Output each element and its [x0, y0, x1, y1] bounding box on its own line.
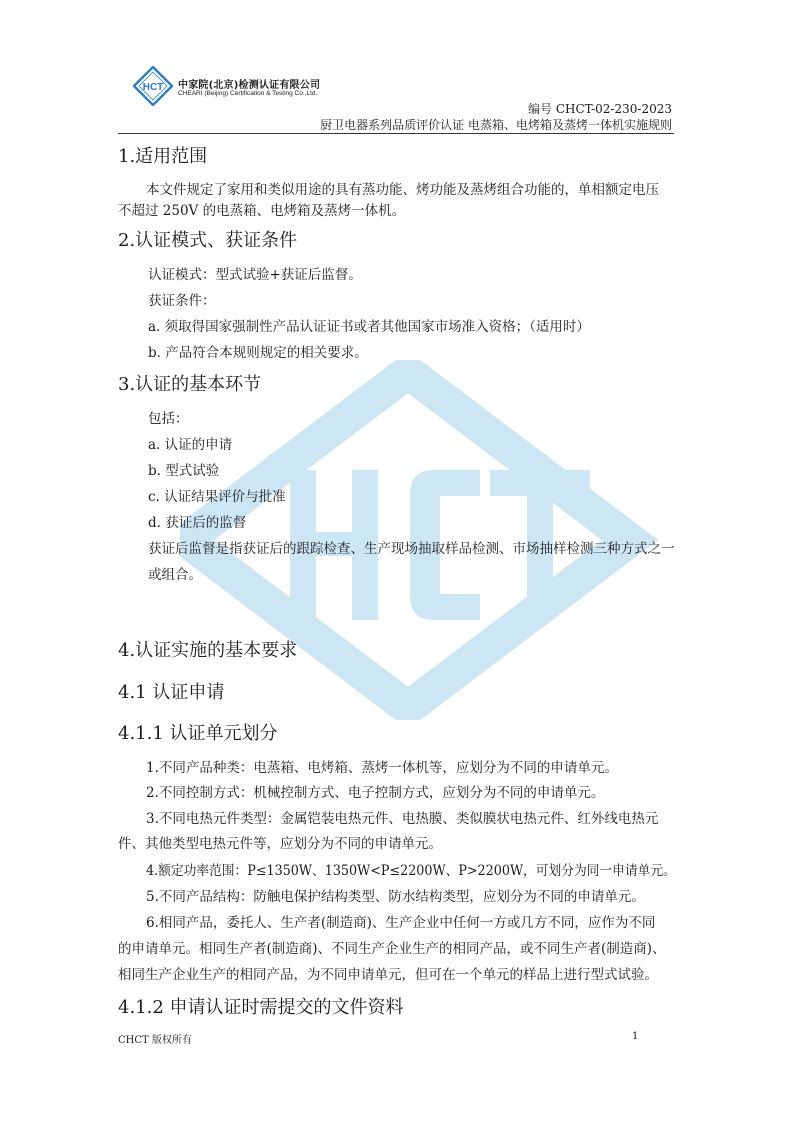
- logo-text: HCT: [142, 82, 164, 93]
- document-title: 厨卫电器系列品质评价认证 电蒸箱、电烤箱及蒸烤一体机实施规则: [320, 118, 672, 132]
- section-3-heading: 3.认证的基本环节: [118, 374, 262, 395]
- section-4-1-heading: 4.1 认证申请: [118, 682, 225, 703]
- section-4-1-1-heading: 4.1.1 认证单元划分: [118, 723, 278, 744]
- step-d: d. 获证后的监督: [148, 515, 247, 531]
- unit-rule-3-line-1: 3.不同电热元件类型：金属铠装电热元件、电热膜、类似膜状电热元件、红外线电热元: [146, 811, 659, 827]
- section-1-paragraph-line-2: 不超过 250V 的电蒸箱、电烤箱及蒸烤一体机。: [118, 203, 406, 219]
- condition-b: b. 产品符合本规则规定的相关要求。: [148, 345, 368, 361]
- section-2-heading: 2.认证模式、获证条件: [118, 230, 298, 251]
- unit-rule-6-line-3: 相同生产企业生产的相同产品，为不同申请单元，但可在一个单元的样品上进行型式试验。: [118, 967, 658, 983]
- unit-rule-5: 5.不同产品结构：防触电保护结构类型、防水结构类型，应划分为不同的申请单元。: [146, 889, 645, 905]
- section-1-paragraph-line-1: 本文件规定了家用和类似用途的具有蒸功能、烤功能及蒸烤组合功能的，单相额定电压: [146, 182, 659, 198]
- section-3-intro: 包括：: [148, 411, 189, 427]
- step-b: b. 型式试验: [148, 463, 220, 479]
- section-4-1-2-heading: 4.1.2 申请认证时需提交的文件资料: [118, 997, 404, 1018]
- supervision-note-line-2: 或组合。: [148, 567, 202, 583]
- unit-rule-4: 4.额定功率范围：P≤1350W、1350W<P≤2200W、P>2200W，可划分为同一申请单元。: [146, 863, 676, 879]
- company-name-cn: 中家院(北京)检测认证有限公司: [178, 80, 321, 91]
- certification-conditions: 获证条件：: [148, 293, 216, 309]
- company-logo: [133, 66, 173, 106]
- condition-a: a. 须取得国家强制性产品认证证书或者其他国家市场准入资格；（适用时）: [148, 319, 590, 335]
- unit-rule-6-line-1: 6.相同产品，委托人、生产者(制造商)、生产企业中任何一方或几方不同，应作为不同: [146, 915, 656, 931]
- unit-rule-2: 2.不同控制方式：机械控制方式、电子控制方式，应划分为不同的申请单元。: [146, 785, 605, 801]
- company-name-en: CHEARI (Beijing) Certification & Testing Co.,Ltd.: [178, 90, 318, 97]
- document-number: 编号 CHCT-02-230-2023: [528, 102, 672, 116]
- section-4-heading: 4.认证实施的基本要求: [118, 640, 298, 661]
- supervision-note-line-1: 获证后监督是指获证后的跟踪检查、生产现场抽取样品检测、市场抽样检测三种方式之一: [148, 541, 675, 557]
- unit-rule-1: 1.不同产品种类：电蒸箱、电烤箱、蒸烤一体机等，应划分为不同的申请单元。: [146, 760, 618, 776]
- page-number: 1: [632, 1031, 639, 1042]
- step-a: a. 认证的申请: [148, 437, 233, 453]
- section-1-heading: 1.适用范围: [118, 146, 208, 167]
- footer-copyright: CHCT 版权所有: [118, 1035, 192, 1046]
- certification-mode: 认证模式：型式试验+获证后监督。: [148, 267, 362, 283]
- step-c: c. 认证结果评价与批准: [148, 489, 286, 505]
- unit-rule-6-line-2: 的申请单元。相同生产者(制造商)、不同生产企业生产的相同产品，或不同生产者(制造商)、: [118, 941, 666, 957]
- header-divider: [118, 133, 674, 134]
- unit-rule-3-line-2: 件、其他类型电热元件等，应划分为不同的申请单元。: [118, 836, 442, 852]
